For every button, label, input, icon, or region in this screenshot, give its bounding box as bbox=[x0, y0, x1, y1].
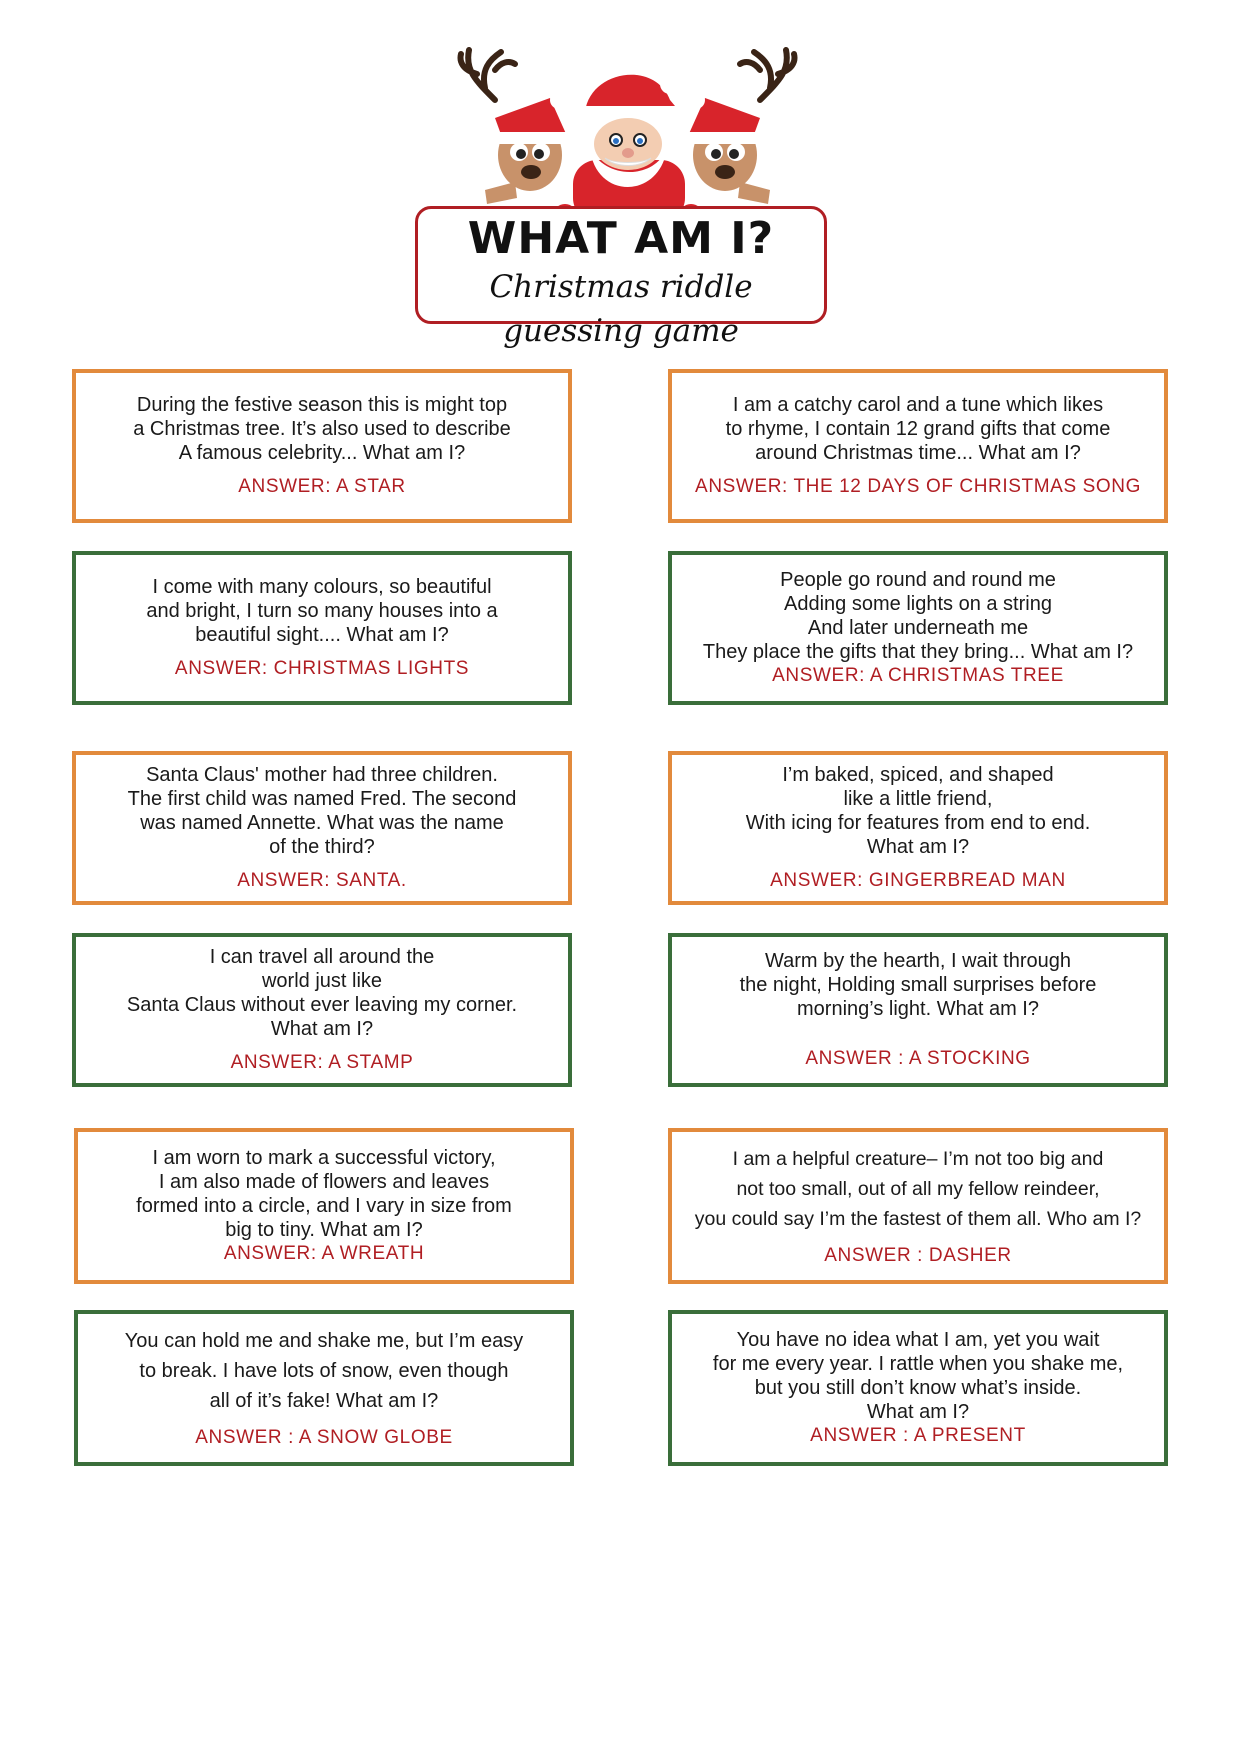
riddle-card bbox=[72, 933, 572, 1087]
santa-and-reindeer-illustration bbox=[455, 40, 800, 230]
riddle-card bbox=[72, 751, 572, 905]
riddle-card bbox=[668, 551, 1168, 705]
riddle-text: I come with many colours, so beautiful and bright, I turn so many houses into a beautiful sight.... What am I? bbox=[146, 576, 498, 646]
riddle-answer: ANSWER: A WREATH bbox=[223, 1243, 425, 1264]
riddle-text: I am worn to mark a successful victory, I am also made of flowers and leaves formed into a circle, and I vary in size from big to tiny. What am I? bbox=[136, 1147, 512, 1241]
riddle-answer: ANSWER: GINGERBREAD MAN bbox=[770, 870, 1066, 891]
riddle-answer: ANSWER: A STAR bbox=[238, 476, 406, 497]
riddle-text: Warm by the hearth, I wait through the night, Holding small surprises before morning’s light. What am I? bbox=[739, 950, 1097, 1020]
riddle-text: During the festive season this is might top a Christmas tree. It’s also used to describe A famous celebrity... What am I? bbox=[133, 394, 511, 464]
riddle-answer: ANSWER: SANTA. bbox=[237, 870, 407, 891]
riddle-text: Santa Claus' mother had three children. The first child was named Fred. The second was named Annette. What was the name of the third? bbox=[127, 764, 517, 858]
riddle-text: I am a helpful creature– I’m not too big and not too small, out of all my fellow reindeer, you could say I’m the fastest of them all. Who am I? bbox=[694, 1148, 1142, 1230]
riddle-card bbox=[668, 1128, 1168, 1284]
riddle-card bbox=[74, 1128, 574, 1284]
riddle-text: You have no idea what I am, yet you wait for me every year. I rattle when you shake me, but you still don’t know what’s inside. What am I? bbox=[712, 1329, 1124, 1423]
riddle-answer: ANSWER: A STAMP bbox=[230, 1052, 414, 1073]
riddle-card bbox=[668, 1310, 1168, 1466]
riddle-card bbox=[72, 551, 572, 705]
riddle-answer: ANSWER : A SNOW GLOBE bbox=[195, 1427, 453, 1448]
riddle-text: You can hold me and shake me, but I’m easy to break. I have lots of snow, even though all of it’s fake! What am I? bbox=[124, 1330, 524, 1412]
riddle-card bbox=[668, 933, 1168, 1087]
riddle-answer: ANSWER: THE 12 DAYS OF CHRISTMAS SONG bbox=[695, 476, 1141, 497]
title-frame bbox=[415, 206, 827, 349]
riddle-text: I am a catchy carol and a tune which likes to rhyme, I contain 12 grand gifts that come around Christmas time... What am I? bbox=[725, 394, 1111, 464]
riddle-text: I’m baked, spiced, and shaped like a little friend, With icing for features from end to end. What am I? bbox=[745, 764, 1091, 858]
riddle-answer: ANSWER : A PRESENT bbox=[810, 1425, 1026, 1446]
riddle-text: I can travel all around the world just like Santa Claus without ever leaving my corner. What am I? bbox=[126, 946, 518, 1040]
riddle-card bbox=[74, 1310, 574, 1466]
riddle-answer: ANSWER : DASHER bbox=[824, 1245, 1012, 1266]
riddle-answer: ANSWER: A CHRISTMAS TREE bbox=[772, 665, 1064, 686]
riddle-answer: ANSWER: CHRISTMAS LIGHTS bbox=[174, 658, 470, 679]
riddle-card bbox=[668, 751, 1168, 905]
riddle-answer: ANSWER : A STOCKING bbox=[805, 1048, 1031, 1069]
riddle-card bbox=[72, 369, 572, 523]
header bbox=[0, 0, 1240, 349]
riddle-text: People go round and round me Adding some lights on a string And later underneath me They place the gifts that they bring... What am I? bbox=[702, 569, 1134, 663]
riddle-card bbox=[668, 369, 1168, 523]
page-subtitle: Christmas riddle guessing game bbox=[489, 269, 753, 349]
page-title: WHAT AM I? bbox=[467, 213, 775, 264]
